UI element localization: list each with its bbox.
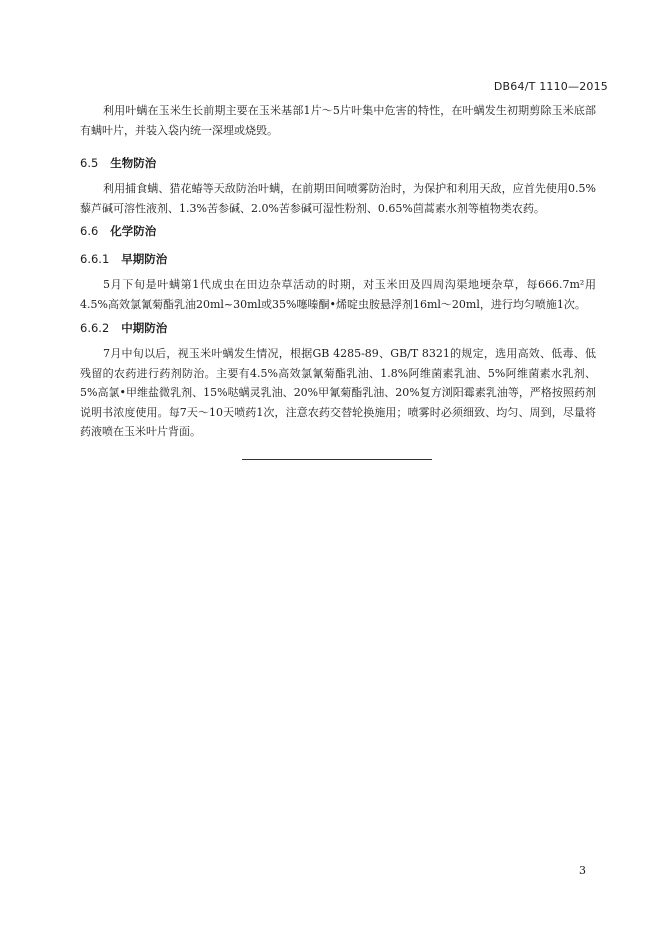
section-heading-6-5 [80,155,156,171]
section-6-6-2-paragraph: 7月中旬以后，视玉米叶螨发生情况，根据GB 4285-89、GB/T 8321的规定，选用高效、低毒、低残留的农药进行药剂防治。主要有4.5%高效氯氰菊酯乳油、1.8%阿维菌素乳油、5%阿维菌素水乳剂、5%高氯•甲维盐微乳剂、15%哒螨灵乳油、20%甲氰菊酯乳油、20%复方浏阳霉素乳油等，严格按照药剂说明书浓度使用。每7天～10天喷药1次，注意农药交替轮换施用；喷雾时必须细致、均匀、周到，尽量将药液喷在玉米叶片背面。 [80,347,596,438]
section-6-5-paragraph: 利用捕食螨、猎花蝽等天敌防治叶螨，在前期田间喷雾防治时，为保护和利用天敌，应首先使用0.5%藜芦碱可溶性液剂、1.3%苦参碱、2.0%苦参碱可湿性粉剂、0.65%茴蒿素水剂等植物类农药。 [80,182,596,215]
section-heading-6-6 [80,223,156,239]
section-title: 化学防治 [110,224,157,238]
section-number: 6.6.1 [80,252,110,266]
intro-paragraph: 利用叶螨在玉米生长前期主要在玉米基部1片～5片叶集中危害的特性，在叶螨发生初期剪除玉米底部有螨叶片，并装入袋内统一深埋或烧毁。 [80,104,596,137]
section-number: 6.5 [80,156,99,170]
section-title: 早期防治 [121,252,168,266]
section-6-6-1-body [80,275,596,314]
end-rule [242,459,432,460]
section-6-6-1-paragraph: 5月下旬是叶螨第1代成虫在田边杂草活动的时期，对玉米田及四周沟渠地埂杂草，每666.7m²用4.5%高效氯氰菊酯乳油20ml~30ml或35%噻嗪酮•烯啶虫胺悬浮剂16ml～20ml，进行均匀喷施1次。 [80,278,596,311]
section-title: 中期防治 [121,321,168,335]
section-title: 生物防治 [110,156,157,170]
section-number: 6.6 [80,224,99,238]
section-6-5-body [80,179,596,218]
section-heading-6-6-1 [80,251,167,267]
section-number: 6.6.2 [80,321,110,335]
document-id: DB64/T 1110—2015 [493,80,608,93]
section-heading-6-6-2 [80,320,167,336]
page-number: 3 [579,864,586,877]
section-6-6-2-body [80,344,596,442]
intro-paragraph-block [80,101,596,140]
